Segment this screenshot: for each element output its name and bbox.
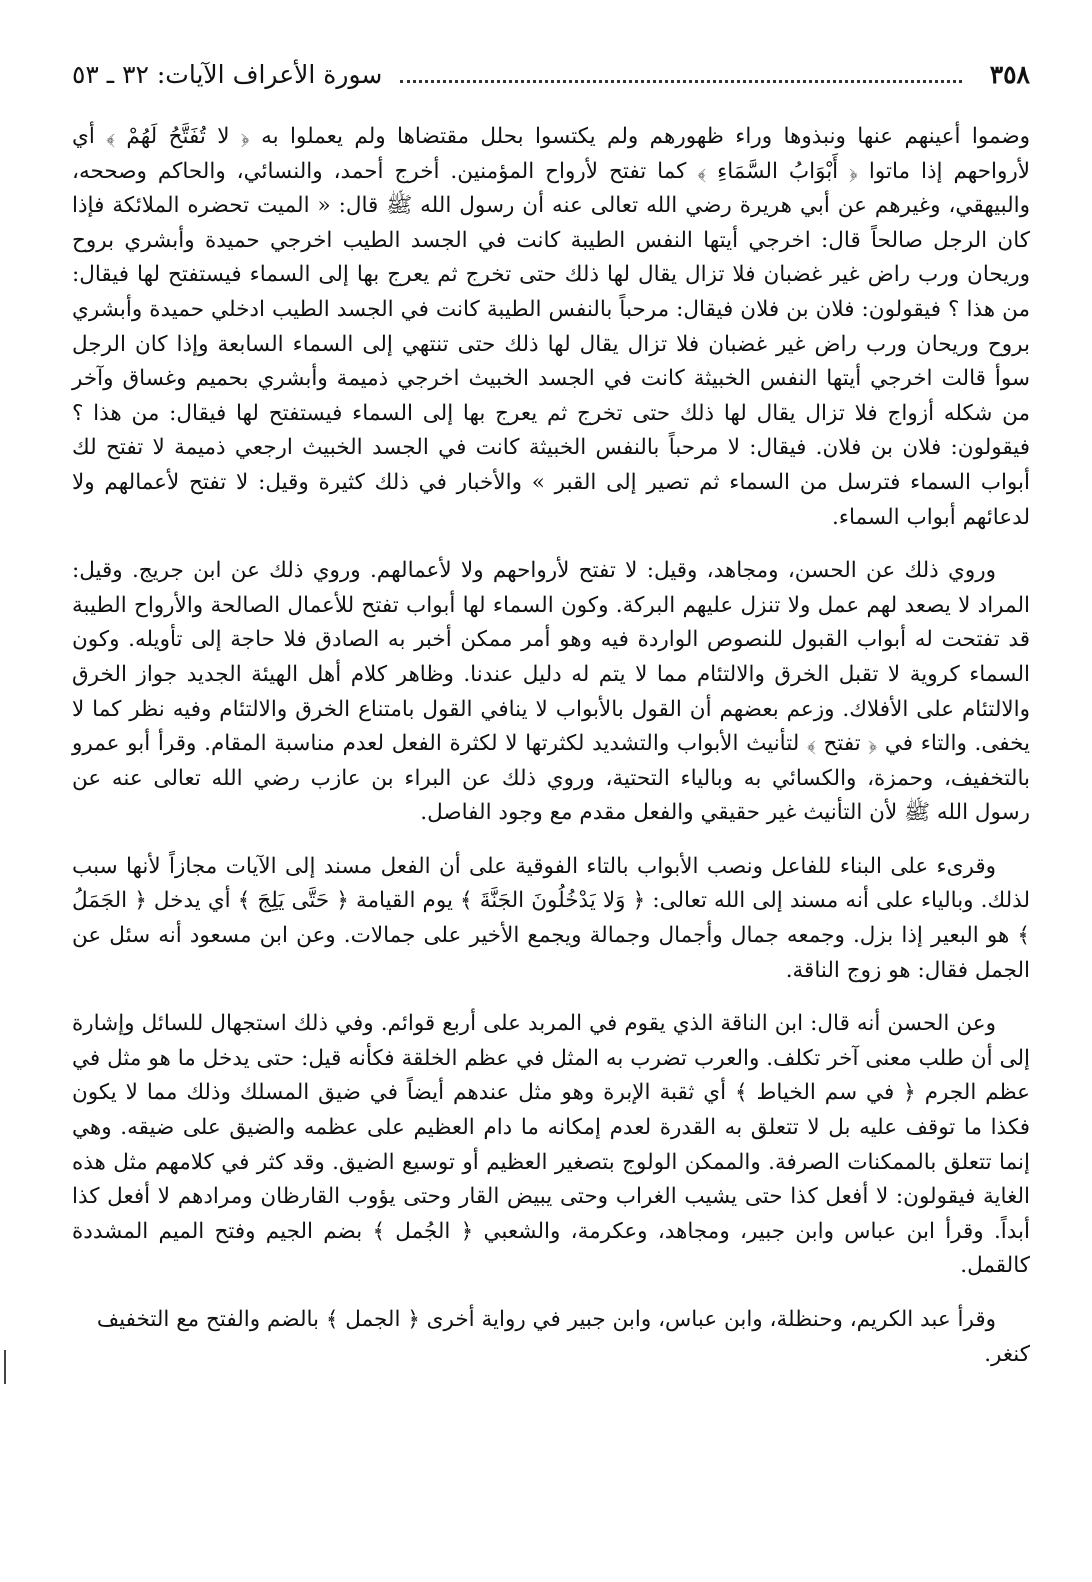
page-number: ٣٥٨ [989, 60, 1030, 89]
body-text [72, 120, 1030, 1372]
margin-mark [4, 1350, 6, 1384]
book-page [72, 60, 1030, 1562]
surah-title: سورة الأعراف الآيات: ٣٢ ـ ٥٣ [72, 60, 383, 89]
paragraph-1: وضموا أعينهم عنها ونبذوها وراء ظهورهم ولم يكتسوا بحلل مقتضاها ولم يعملوا به ﴿ لا تُفَتَّحُ لَهُمْ ﴾ أي لأرواحهم إذا ماتوا ﴿ أَبْوَابُ السَّمَاءِ ﴾ كما تفتح لأرواح المؤمنين. أخرج أحمد، والنسائي، والحاكم وصححه، والبيهقي، وغيرهم عن أبي هريرة رضي الله تعالى عنه أن رسول الله ﷺ قال: « الميت تحضره الملائكة فإذا كان الرجل صالحاً قال: اخرجي أيتها النفس الطيبة كانت في الجسد الطيب اخرجي حميدة وأبشري بروح وريحان ورب راض غير غضبان فلا تزال يقال لها ذلك حتى تخرج ثم يعرج بها إلى السماء فيستفتح لها فيقال: من هذا ؟ فيقولون: فلان بن فلان فيقال: مرحباً بالنفس الطيبة كانت في الجسد الطيب ادخلي حميدة وأبشري بروح وريحان ورب راض غير غضبان فلا تزال يقال لها ذلك حتى تنتهي إلى السماء السابعة وإذا كان الرجل سوأ قالت اخرجي أيتها النفس الخبيثة كانت في الجسد الخبيث اخرجي ذميمة وأبشري بحميم وغساق وآخر من شكله أزواج فلا تزال يقال لها ذلك حتى تخرج ثم يعرج بها إلى السماء فيستفتح لها فيقال: من هذا ؟ فيقولون: فلان بن فلان. فيقال: لا مرحباً بالنفس الخبيثة كانت في الجسد الخبيث ارجعي ذميمة لا تفتح لك أبواب السماء فترسل من السماء ثم تصير إلى القبر » والأخبار في ذلك كثيرة وقيل: لا تفتح لأعمالهم ولا لدعائهم أبواب السماء. [72, 124, 1030, 530]
paragraph-4: وعن الحسن أنه قال: ابن الناقة الذي يقوم في المربد على أربع قوائم. وفي ذلك استجهال للسائل وإشارة إلى أن طلب معنى آخر تكلف. والعرب تضرب به المثل في عظم الخلقة فكأنه قيل: حتى يدخل ما هو مثل في عظم الجرم ﴿ في سم الخياط ﴾ أي ثقبة الإبرة وهو مثل عندهم أيضاً في ضيق المسلك وذلك مما لا يكون فكذا ما توقف عليه بل لا تتعلق به القدرة لعدم إمكانه ما دام العظيم على عظمه والضيق على ضيقه. وهي إنما تتعلق بالممكنات الصرفة. والممكن الولوج بتصغير العظيم أو توسيع الضيق. وقد كثر في كلامهم مثل هذه الغاية فيقولون: لا أفعل كذا حتى يشيب الغراب وحتى يبيض القار وحتى يؤوب القارظان ومرادهم لا أفعل كذا أبداً. وقرأ ابن عباس وابن جبير، ومجاهد، وعكرمة، والشعبي ﴿ الجُمل ﴾ بضم الجيم وفتح الميم المشددة كالقمل. [72, 1011, 1030, 1279]
leader-dots [400, 79, 961, 83]
paragraph-5-end: كنغر. [984, 1341, 1030, 1367]
running-header [72, 60, 1030, 110]
paragraph-2: وروي ذلك عن الحسن، ومجاهد، وقيل: لا تفتح لأرواحهم ولا لأعمالهم. وروي ذلك عن ابن جريج. وقيل: المراد لا يصعد لهم عمل ولا تنزل عليهم البركة. وكون السماء لها أبواب تفتح للأعمال الصالحة والأرواح الطيبة قد تفتحت له أبواب القبول للنصوص الواردة فيه وهو أمر ممكن أخبر به الصادق فلا حاجة إلى تأويله. وكون السماء كروية لا تقبل الخرق والالتئام مما لا يتم له دليل عندنا. وظاهر كلام أهل الهيئة الجديد جواز الخرق والالتئام على الأفلاك. وزعم بعضهم أن القول بالأبواب لا ينافي القول بامتناع الخرق والالتئام وفيه نظر كما لا يخفى. والتاء في ﴿ تفتح ﴾ لتأنيث الأبواب والتشديد لكثرتها لا لكثرة الفعل لعدم مناسبة المقام. وقرأ أبو عمرو بالتخفيف، وحمزة، والكسائي به وبالياء التحتية، وروي ذلك عن البراء بن عازب رضي الله تعالى عنه عن رسول الله ﷺ لأن التأنيث غير حقيقي والفعل مقدم مع وجود الفاصل. [72, 558, 1030, 826]
paragraph-3: وقرىء على البناء للفاعل ونصب الأبواب بالتاء الفوقية على أن الفعل مسند إلى الآيات مجازاً لأنها سبب لذلك. وبالياء على أنه مسند إلى الله تعالى: ﴿ وَلا يَدْخُلُونَ الجَنَّةَ ﴾ يوم القيامة ﴿ حَتَّى يَلِجَ ﴾ أي يدخل ﴿ الجَمَلُ ﴾ هو البعير إذا بزل. وجمعه جمال وأجمال وجمالة ويجمع الأخير على جمالات. وعن ابن مسعود أنه سئل عن الجمل فقال: هو زوج الناقة. [72, 853, 1030, 983]
paragraph-5: وقرأ عبد الكريم، وحنظلة، وابن عباس، وابن جبير في رواية أخرى ﴿ الجمل ﴾ بالضم والفتح مع التخفيف [96, 1307, 996, 1332]
